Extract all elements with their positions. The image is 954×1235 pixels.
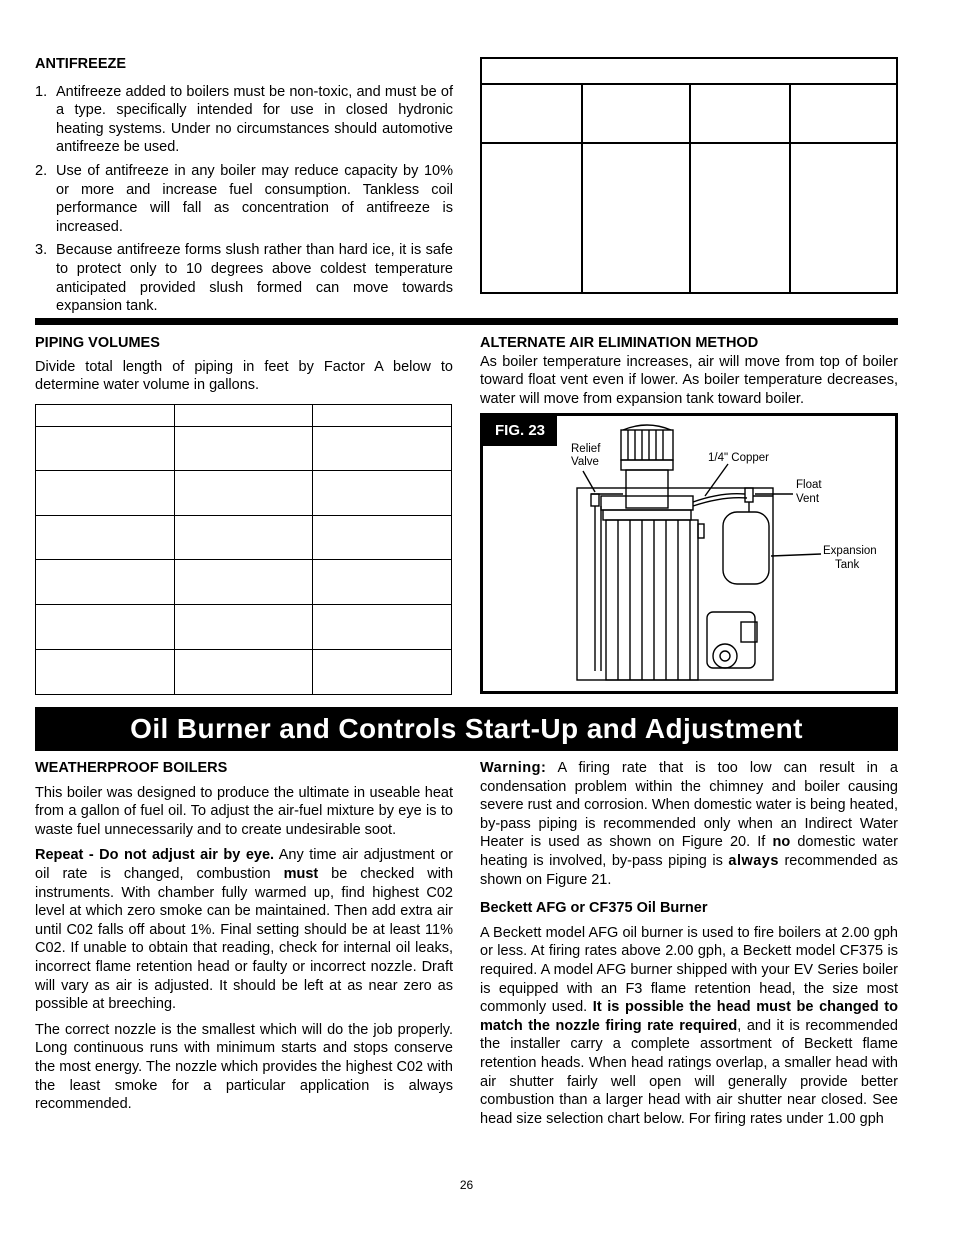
float-vent bbox=[745, 488, 753, 502]
boiler-body bbox=[606, 520, 698, 680]
figure-label: FIG. 23 bbox=[483, 416, 557, 446]
weatherproof-heading: WEATHERPROOF BOILERS bbox=[35, 760, 228, 776]
page-number: 26 bbox=[459, 1178, 474, 1192]
antifreeze-table bbox=[480, 57, 898, 294]
beckett-paragraph: A Beckett model AFG oil burner is used to fire boilers at 2.00 gph or less. At firing rates above 2.00 gph, a Beckett model CF375 is required. A model AFG burner shipped with your EV Series boiler is equipped with an F3 flame retention head, the size most commonly used. It is possible the head must be changed to match the nozzle firing rate required, and it is recommended the installer carry a complete assortment of Beckett flame retention heads. When head ratings overlap, a smaller head with air shutter fairly well open will generally provide better combustion than a larger head with air shutter near closed. See head size selection chart below. For firing rates under 1.00 gph bbox=[480, 924, 899, 1127]
expansion-tank bbox=[723, 512, 769, 584]
antifreeze-section bbox=[35, 55, 453, 321]
expansion-label-2: Tank bbox=[835, 559, 860, 571]
relief-label-1: Relief bbox=[571, 443, 601, 455]
weatherproof-p2: Repeat - Do not adjust air by eye. Any time air adjustment or oil rate is changed, combustion must be checked with instruments. With chamber fully warmed up, find highest C02 level at which zero smoke can be maintained. Then add extra air until C02 falls off about 1%. Final setting should be at least 11% C02. If unable to obtain that reading, check for internal oil leaks, incorrect flame retention head or faulty or incorrect nozzle. Draft will vary as air is adjusted. It should be left at as near zero as possible at breeching. bbox=[35, 847, 454, 1013]
relief-label-2: Valve bbox=[571, 456, 599, 468]
warning-paragraph: Warning: A firing rate that is too low can result in a condensation problem within the chimney and boiler causing severe rust and corrosion. When domestic water is being heated, by-pass piping is recommended only when an Indirect Water Heater is used as shown on Figure 20. If no domestic water heating is involved, by-pass piping is always recommended as shown on Figure 21. bbox=[480, 760, 899, 888]
piping-text: Divide total length of piping in feet by Factor A below to determine water volume in gallons. bbox=[35, 358, 453, 394]
weatherproof-p1: This boiler was designed to produce the ultimate in useable heat from a gallon of fuel oil. To adjust the air-fuel mixture by eye is to waste fuel unnecessarily and to create undesirable soot. bbox=[35, 784, 453, 838]
section-banner: Oil Burner and Controls Start-Up and Adjustment bbox=[35, 707, 898, 751]
beckett-heading: Beckett AFG or CF375 Oil Burner bbox=[480, 900, 708, 917]
copper-label: 1/4" Copper bbox=[708, 452, 769, 464]
float-label-1: Float bbox=[796, 479, 822, 491]
antifreeze-list bbox=[35, 83, 453, 316]
expansion-label-1: Expansion bbox=[823, 545, 877, 557]
antifreeze-heading: ANTIFREEZE bbox=[35, 56, 127, 72]
weatherproof-p3: The correct nozzle is the smallest which will do the job properly. Long continuous runs with minimum starts and stops conserve the most energy. The nozzle which provides the highest C02 with the least smoke for a particular application is always recommended. bbox=[35, 1021, 453, 1113]
list-item: 3. Because antifreeze forms slush rather than hard ice, it is safe to protect only to 10 degrees above coldest temperature anticipated provided slush formed can move towards expansion tank. bbox=[35, 242, 453, 315]
air-elimination-section bbox=[480, 334, 898, 408]
float-label-2: Vent bbox=[796, 493, 820, 505]
piping-heading: PIPING VOLUMES bbox=[35, 335, 160, 351]
flue-collar bbox=[621, 430, 673, 460]
air-elimination-text: As boiler temperature increases, air will move from top of boiler toward float vent even if lower. As boiler temperature decreases, water will move from expansion tank toward boiler. bbox=[480, 353, 898, 407]
right-column bbox=[480, 759, 898, 1128]
list-item: 2. Use of antifreeze in any boiler may reduce capacity by 10% or more and increase fuel consumption. Tankless coil performance will fall as concentration of antifreeze is increased. bbox=[35, 162, 453, 235]
section-divider bbox=[35, 318, 898, 325]
weatherproof-section bbox=[35, 759, 453, 1114]
piping-section bbox=[35, 334, 453, 395]
air-elimination-heading: ALTERNATE AIR ELIMINATION METHOD bbox=[480, 335, 759, 351]
figure-23 bbox=[480, 413, 898, 694]
piping-table bbox=[35, 404, 452, 695]
list-item: 1. Antifreeze added to boilers must be non-toxic, and must be of a type. specifically intended for use in closed hydronic heating systems. Under no circumstances should automotive antifreeze be used. bbox=[35, 83, 453, 156]
